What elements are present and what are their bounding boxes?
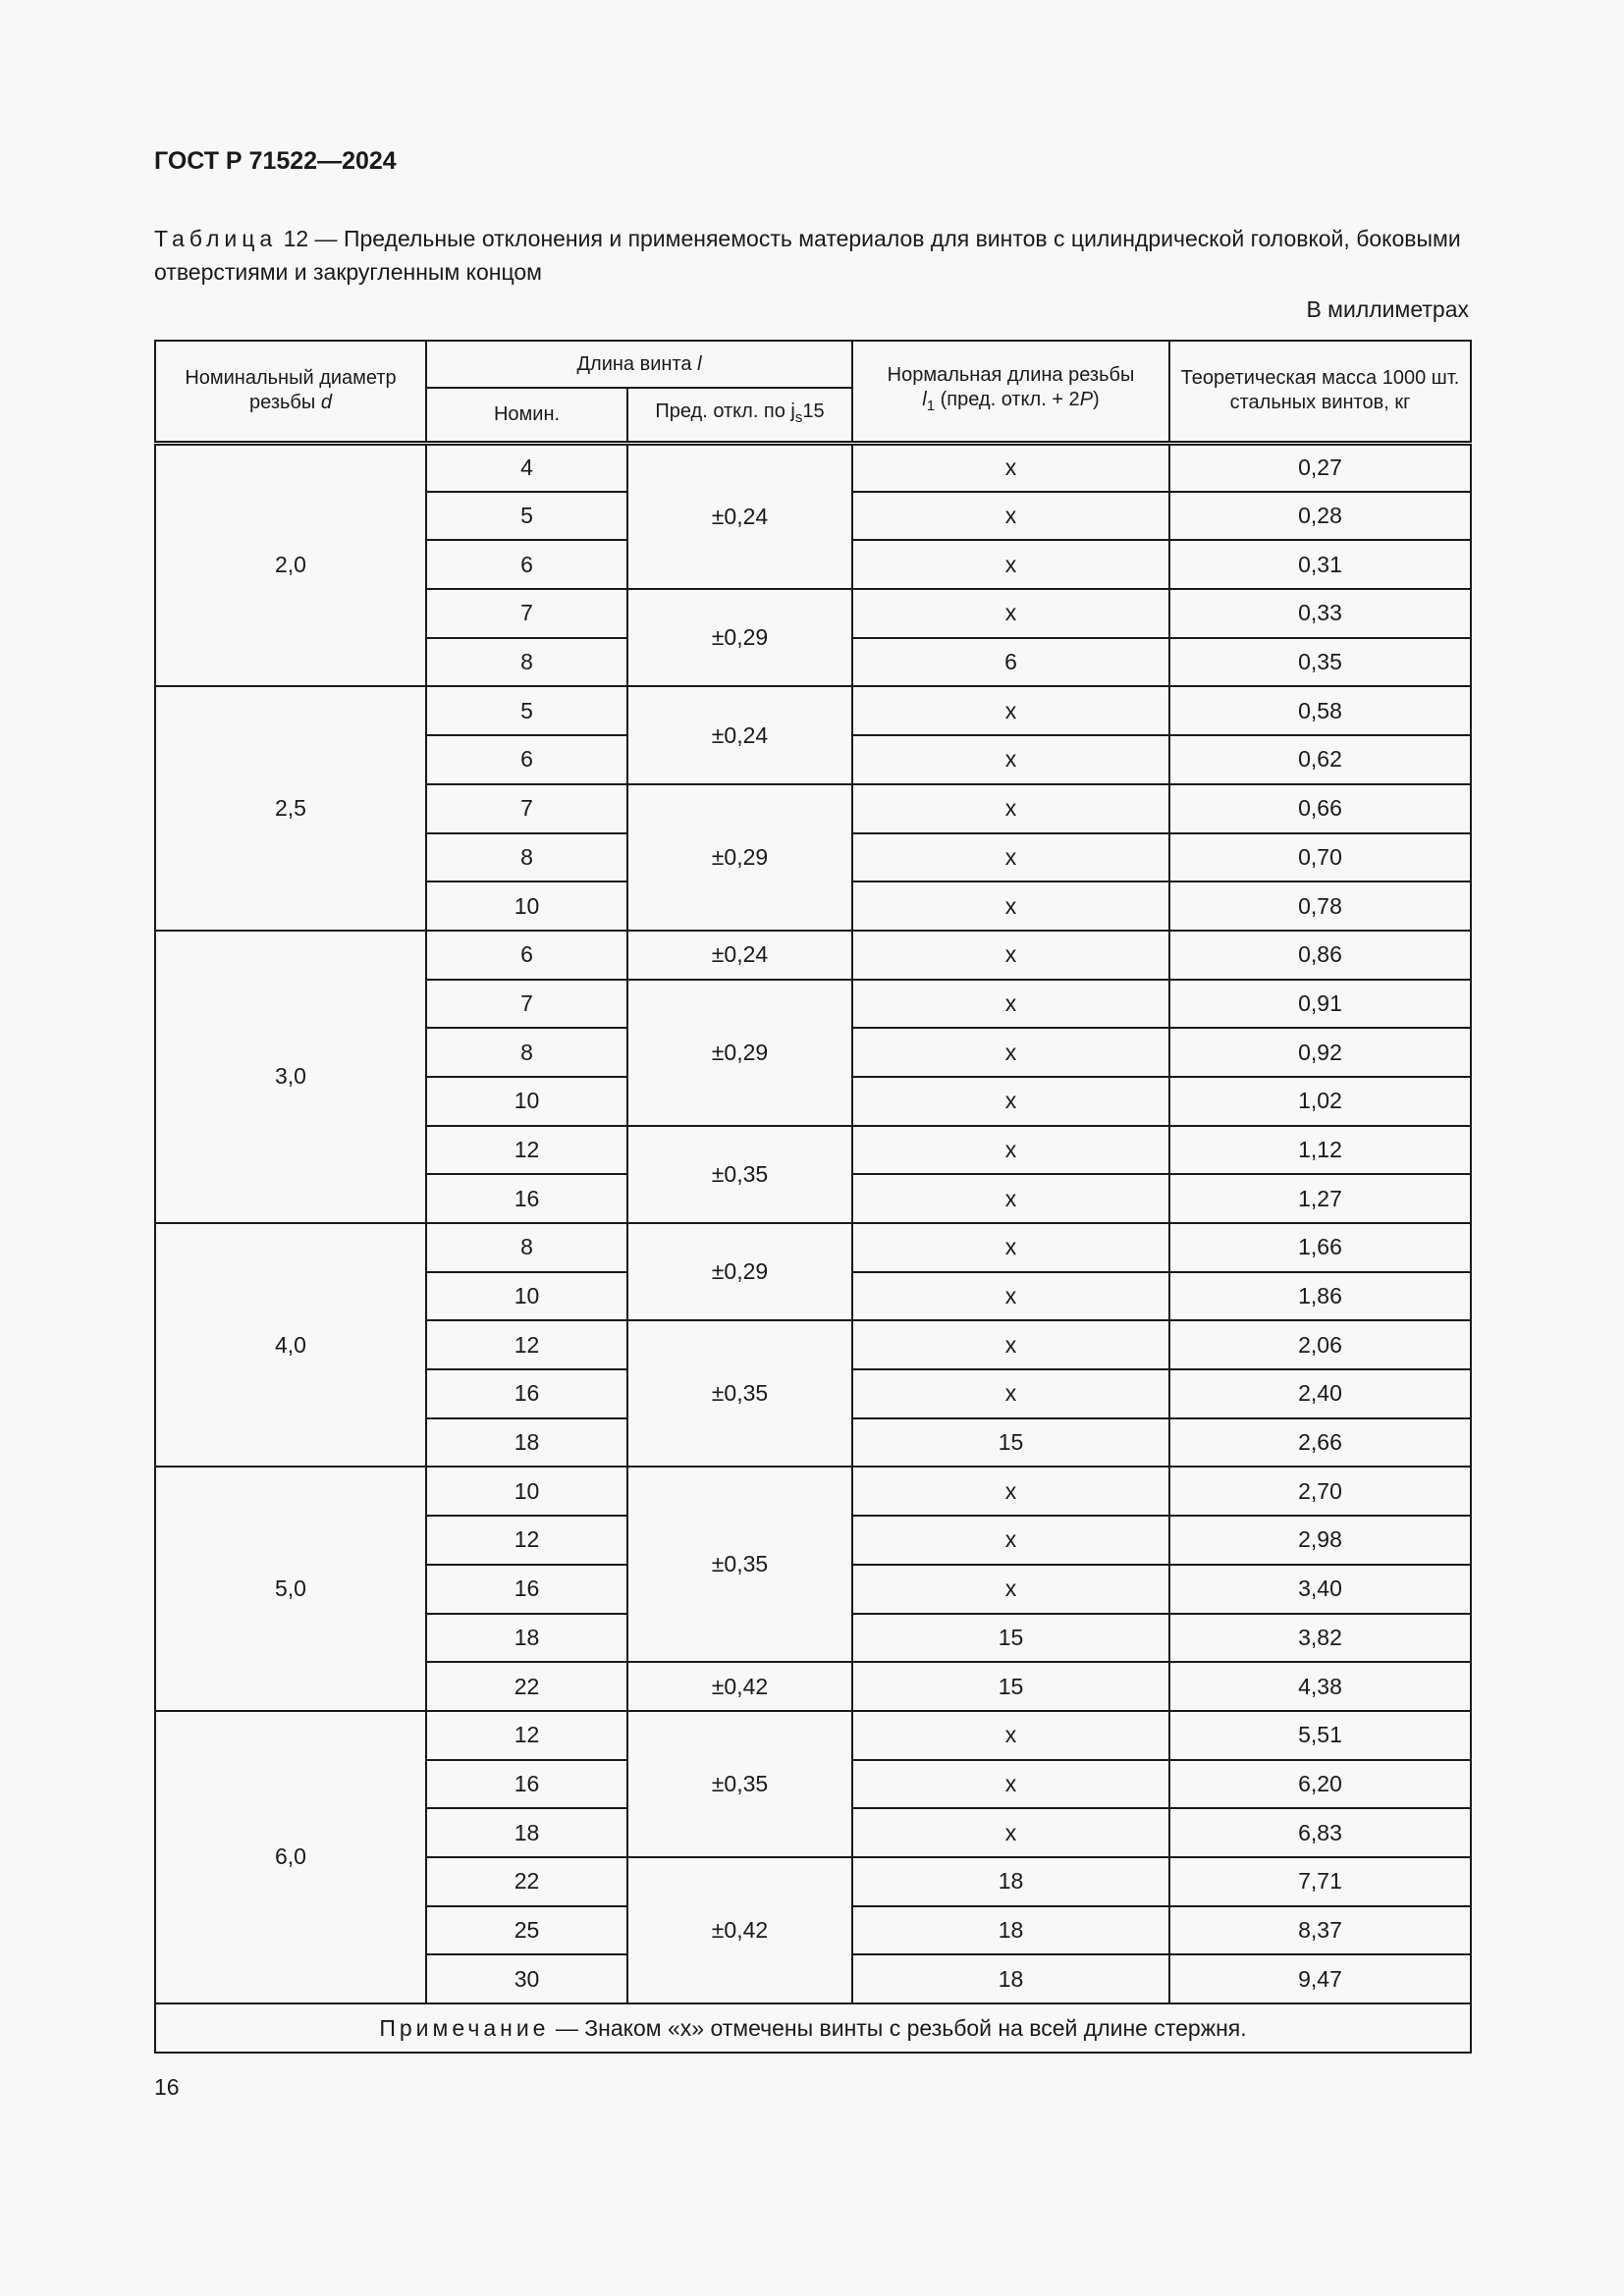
cell-nominal-length: 30: [426, 1954, 627, 2003]
cell-nominal-length: 12: [426, 1320, 627, 1369]
cell-tolerance: ±0,29: [627, 1223, 852, 1320]
cell-nominal-length: 10: [426, 1272, 627, 1321]
cell-nominal-length: 8: [426, 638, 627, 687]
cell-mass: 0,66: [1169, 784, 1471, 833]
cell-tolerance: ±0,42: [627, 1857, 852, 2003]
cell-mass: 1,86: [1169, 1272, 1471, 1321]
cell-mass: 0,35: [1169, 638, 1471, 687]
cell-thread-length: 6: [852, 638, 1169, 687]
cell-nominal-length: 16: [426, 1174, 627, 1223]
cell-nominal-length: 6: [426, 540, 627, 589]
cell-thread-length: x: [852, 1565, 1169, 1614]
cell-tolerance: ±0,35: [627, 1711, 852, 1857]
cell-mass: 0,28: [1169, 492, 1471, 541]
header-diameter: Номинальный диаметр резьбы d: [155, 341, 426, 443]
cell-tolerance: ±0,24: [627, 443, 852, 589]
table-row: [155, 443, 1471, 492]
cell-diameter: 2,5: [155, 686, 426, 930]
cell-nominal-length: 10: [426, 1467, 627, 1516]
cell-thread-length: 18: [852, 1857, 1169, 1906]
cell-mass: 2,40: [1169, 1369, 1471, 1418]
cell-nominal-length: 6: [426, 931, 627, 980]
cell-diameter: 6,0: [155, 1711, 426, 2003]
cell-mass: 9,47: [1169, 1954, 1471, 2003]
cell-tolerance: ±0,29: [627, 589, 852, 686]
cell-thread-length: x: [852, 443, 1169, 492]
cell-nominal-length: 7: [426, 980, 627, 1029]
cell-mass: 6,83: [1169, 1808, 1471, 1857]
cell-thread-length: x: [852, 1028, 1169, 1077]
cell-mass: 1,02: [1169, 1077, 1471, 1126]
table-caption: [154, 222, 1470, 289]
cell-mass: 7,71: [1169, 1857, 1471, 1906]
cell-thread-length: x: [852, 980, 1169, 1029]
cell-thread-length: x: [852, 1760, 1169, 1809]
cell-thread-length: x: [852, 1320, 1169, 1369]
cell-nominal-length: 5: [426, 492, 627, 541]
cell-nominal-length: 8: [426, 1223, 627, 1272]
cell-mass: 0,27: [1169, 443, 1471, 492]
cell-thread-length: x: [852, 540, 1169, 589]
cell-nominal-length: 10: [426, 881, 627, 931]
cell-nominal-length: 16: [426, 1565, 627, 1614]
table-row: [155, 931, 1471, 980]
cell-mass: 0,31: [1169, 540, 1471, 589]
cell-nominal-length: 18: [426, 1808, 627, 1857]
cell-mass: 6,20: [1169, 1760, 1471, 1809]
document-code: ГОСТ Р 71522—2024: [154, 147, 397, 175]
cell-thread-length: x: [852, 1516, 1169, 1565]
cell-nominal-length: 6: [426, 735, 627, 784]
cell-mass: 1,12: [1169, 1126, 1471, 1175]
cell-thread-length: 18: [852, 1906, 1169, 1955]
cell-thread-length: x: [852, 1369, 1169, 1418]
cell-thread-length: x: [852, 492, 1169, 541]
cell-mass: 2,06: [1169, 1320, 1471, 1369]
cell-nominal-length: 16: [426, 1369, 627, 1418]
header-mass: Теоретическая масса 1000 шт. стальных винтов, кг: [1169, 341, 1471, 443]
cell-diameter: 3,0: [155, 931, 426, 1223]
cell-nominal-length: 8: [426, 833, 627, 882]
cell-mass: 0,70: [1169, 833, 1471, 882]
cell-nominal-length: 7: [426, 784, 627, 833]
cell-thread-length: 15: [852, 1418, 1169, 1468]
table-row: [155, 1223, 1471, 1272]
cell-nominal-length: 25: [426, 1906, 627, 1955]
table-note: Примечание — Знаком «x» отмечены винты с резьбой на всей длине стержня.: [155, 2003, 1471, 2053]
cell-nominal-length: 5: [426, 686, 627, 735]
cell-nominal-length: 4: [426, 443, 627, 492]
cell-thread-length: x: [852, 1808, 1169, 1857]
units-label: В миллиметрах: [1306, 296, 1469, 322]
header-thread-length: Нормальная длина резьбы $l_1$ (пред. откл. + 2P): [852, 341, 1169, 443]
cell-nominal-length: 8: [426, 1028, 627, 1077]
cell-tolerance: ±0,29: [627, 784, 852, 931]
cell-nominal-length: 22: [426, 1857, 627, 1906]
cell-mass: 2,66: [1169, 1418, 1471, 1468]
cell-mass: 1,66: [1169, 1223, 1471, 1272]
cell-thread-length: 15: [852, 1614, 1169, 1663]
cell-thread-length: x: [852, 589, 1169, 638]
cell-tolerance: ±0,29: [627, 980, 852, 1126]
cell-mass: 5,51: [1169, 1711, 1471, 1760]
cell-nominal-length: 16: [426, 1760, 627, 1809]
header-length: Длина винта l: [426, 341, 852, 388]
cell-nominal-length: 7: [426, 589, 627, 638]
cell-thread-length: x: [852, 931, 1169, 980]
cell-nominal-length: 12: [426, 1126, 627, 1175]
caption-label: Таблица: [154, 226, 278, 251]
table-row: [155, 686, 1471, 735]
cell-tolerance: ±0,35: [627, 1320, 852, 1467]
cell-thread-length: x: [852, 1223, 1169, 1272]
cell-mass: 1,27: [1169, 1174, 1471, 1223]
table-row: [155, 1711, 1471, 1760]
caption-text: — Предельные отклонения и применяемость материалов для винтов с цилиндрической головкой, боковыми отверстиями и закругленным концом: [154, 226, 1461, 285]
cell-mass: 3,40: [1169, 1565, 1471, 1614]
cell-tolerance: ±0,42: [627, 1662, 852, 1711]
cell-mass: 0,92: [1169, 1028, 1471, 1077]
cell-nominal-length: 12: [426, 1516, 627, 1565]
cell-thread-length: x: [852, 881, 1169, 931]
cell-thread-length: x: [852, 784, 1169, 833]
cell-tolerance: ±0,35: [627, 1126, 852, 1223]
cell-mass: 2,98: [1169, 1516, 1471, 1565]
cell-mass: 2,70: [1169, 1467, 1471, 1516]
cell-diameter: 2,0: [155, 443, 426, 686]
cell-thread-length: x: [852, 1174, 1169, 1223]
page-number: 16: [154, 2074, 180, 2100]
cell-thread-length: x: [852, 833, 1169, 882]
cell-thread-length: x: [852, 1272, 1169, 1321]
cell-tolerance: ±0,24: [627, 931, 852, 980]
cell-diameter: 5,0: [155, 1467, 426, 1710]
cell-thread-length: x: [852, 1467, 1169, 1516]
cell-nominal-length: 10: [426, 1077, 627, 1126]
cell-thread-length: 15: [852, 1662, 1169, 1711]
cell-thread-length: x: [852, 1711, 1169, 1760]
cell-tolerance: ±0,24: [627, 686, 852, 783]
table-row: [155, 1467, 1471, 1516]
cell-thread-length: x: [852, 735, 1169, 784]
cell-mass: 0,91: [1169, 980, 1471, 1029]
cell-diameter: 4,0: [155, 1223, 426, 1467]
cell-mass: 4,38: [1169, 1662, 1471, 1711]
cell-mass: 3,82: [1169, 1614, 1471, 1663]
cell-mass: 0,62: [1169, 735, 1471, 784]
cell-nominal-length: 18: [426, 1418, 627, 1468]
data-table: [154, 340, 1472, 2054]
cell-thread-length: x: [852, 1126, 1169, 1175]
cell-thread-length: x: [852, 1077, 1169, 1126]
cell-mass: 0,33: [1169, 589, 1471, 638]
caption-number: 12: [283, 226, 309, 251]
cell-mass: 0,78: [1169, 881, 1471, 931]
cell-mass: 0,58: [1169, 686, 1471, 735]
cell-thread-length: x: [852, 686, 1169, 735]
header-tolerance: Пред. откл. по $j_s15$: [627, 388, 852, 443]
cell-mass: 0,86: [1169, 931, 1471, 980]
cell-nominal-length: 12: [426, 1711, 627, 1760]
cell-thread-length: 18: [852, 1954, 1169, 2003]
cell-nominal-length: 18: [426, 1614, 627, 1663]
cell-nominal-length: 22: [426, 1662, 627, 1711]
cell-tolerance: ±0,35: [627, 1467, 852, 1662]
cell-mass: 8,37: [1169, 1906, 1471, 1955]
header-nominal: Номин.: [426, 388, 627, 443]
